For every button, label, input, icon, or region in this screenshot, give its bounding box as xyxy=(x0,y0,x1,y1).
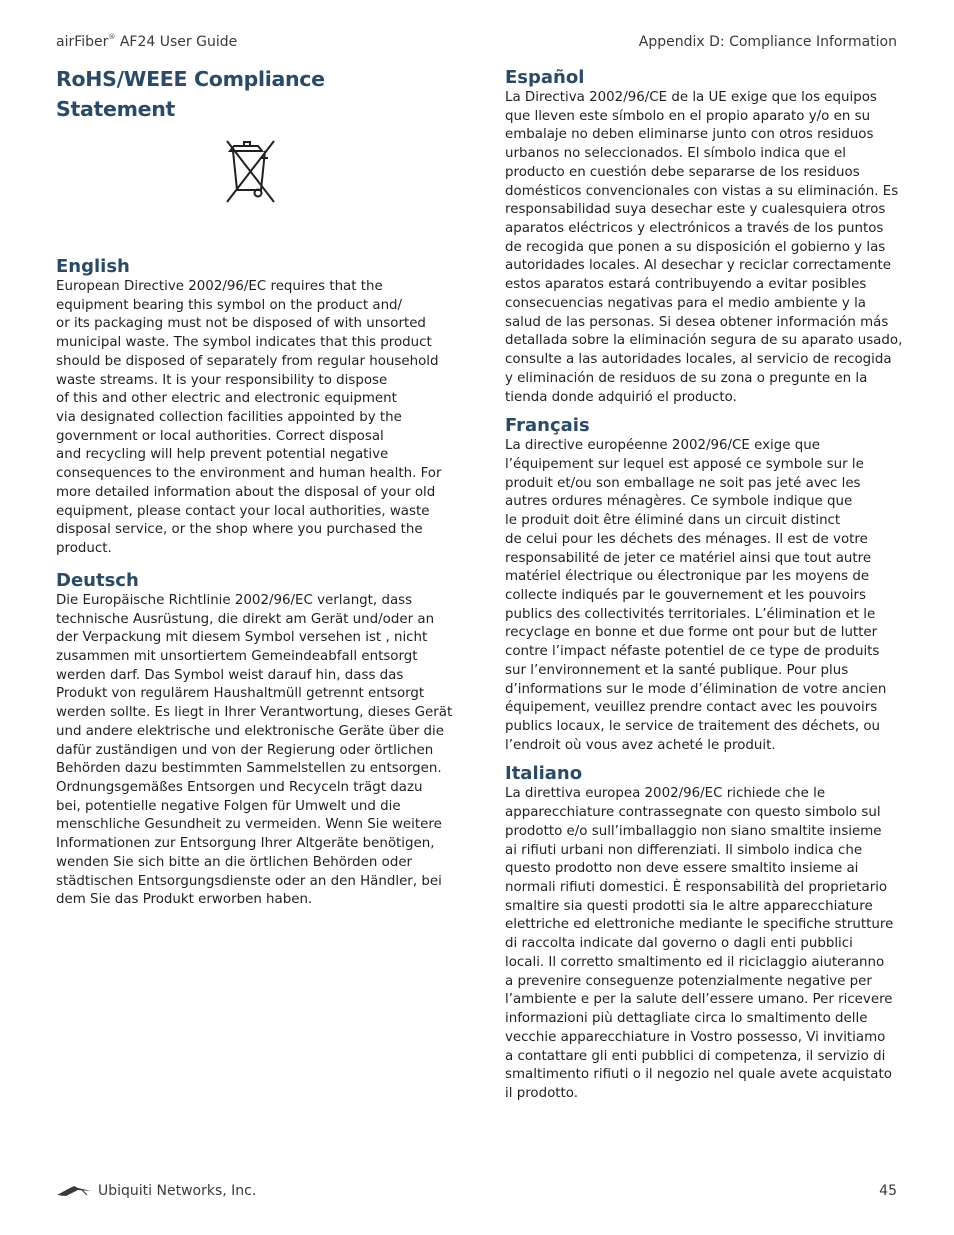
weee-symbol xyxy=(56,124,448,240)
text-line: salud de las personas. Si desea obtener información más xyxy=(505,314,889,330)
text-line: autoridades locales. Al desechar y reciclar correctamente xyxy=(505,258,891,274)
text-line: le produit doit être éliminé dans un circuit distinct xyxy=(505,513,841,529)
guide-name: AF24 User Guide xyxy=(115,34,238,50)
header-guide-title xyxy=(56,34,237,50)
text-line: European Directive 2002/96/EC requires that the xyxy=(56,279,383,294)
text-line: consequences to the environment and human health. For xyxy=(56,466,442,482)
text-line: Behörden dazu bestimmten Sammelstellen zu entsorgen. xyxy=(56,761,442,777)
right-column xyxy=(505,64,903,1104)
text-line: de recogida que ponen a su disposición el gobierno y las xyxy=(505,239,886,255)
text-line: La direttiva europea 2002/96/EC richiede che le xyxy=(505,786,826,802)
english-heading: English xyxy=(56,256,130,277)
text-line: Informationen zur Entsorgung Ihrer Altgeräte benötigen, xyxy=(56,836,435,852)
text-line: elettriche ed elettroniche mediante le specifiche strutture xyxy=(505,917,894,933)
page-number: 45 xyxy=(879,1183,897,1199)
ubiquiti-logo-icon xyxy=(56,1185,92,1197)
text-line: normali rifiuti domestici. È responsabilità del proprietario xyxy=(505,880,888,896)
text-line: l’endroit où vous avez acheté le produit. xyxy=(505,737,776,753)
text-line: l’équipement sur lequel est apposé ce symbole sur le xyxy=(505,456,864,472)
company-name: Ubiquiti Networks, Inc. xyxy=(98,1183,257,1199)
text-line: produit et/ou son emballage ne soit pas jeté avec les xyxy=(505,475,861,491)
text-line: urbanos no seleccionados. El símbolo indica que el xyxy=(505,146,846,162)
text-line: werden darf. Das Symbol weist darauf hin, dass das xyxy=(56,667,404,683)
text-line: more detailed information about the disposal of your old xyxy=(56,484,436,500)
deutsch-paragraph xyxy=(56,592,453,910)
text-line: La Directiva 2002/96/CE de la UE exige que los equipos xyxy=(505,90,877,105)
text-line: consulte a las autoridades locales, al servicio de recogida xyxy=(505,352,892,368)
text-line: Die Europäische Richtlinie 2002/96/EC verlangt, dass xyxy=(56,592,413,608)
text-line: of this and other electric and electronic equipment xyxy=(56,391,397,407)
text-line: matériel électrique ou électronique par les moyens de xyxy=(505,569,870,585)
text-line: der Verpackung mit diesem Symbol versehen ist , nicht xyxy=(56,630,428,646)
crossed-out-wheelie-bin-icon xyxy=(224,138,280,206)
text-line: municipal waste. The symbol indicates that this product xyxy=(56,335,432,351)
text-line: werden sollte. Es liegt in Ihrer Verantwortung, dieses Gerät xyxy=(56,705,453,721)
espanol-heading: Español xyxy=(505,67,585,88)
text-line: disposal service, or the shop where you purchased the xyxy=(56,522,423,538)
text-line: government or local authorities. Correct disposal xyxy=(56,428,384,444)
text-line: d’informations sur le mode d’élimination de votre ancien xyxy=(505,681,887,697)
text-line: Produkt von regulärem Haushaltmüll getrennt entsorgt xyxy=(56,686,425,702)
text-line: autres ordures ménagères. Ce symbole indique que xyxy=(505,494,853,510)
text-line: aparatos eléctricos y electrónicos a través de los puntos xyxy=(505,221,884,237)
english-paragraph xyxy=(56,278,448,559)
text-line: domésticos convencionales con vistas a su eliminación. Es xyxy=(505,183,899,199)
italiano-paragraph xyxy=(505,785,900,1103)
product-name: airFiber xyxy=(56,34,109,50)
text-line: consecuencias negativas para el medio ambiente y la xyxy=(505,295,867,311)
text-line: tienda donde adquirió el producto. xyxy=(505,389,737,405)
text-line: La directive européenne 2002/96/CE exige que xyxy=(505,438,820,454)
text-line: publics locaux, le service de traitement des déchets, ou xyxy=(505,719,881,734)
text-line: contre l’impact néfaste potentiel de ce type de produits xyxy=(505,644,880,660)
header-section-title: Appendix D: Compliance Information xyxy=(638,34,897,50)
text-line: waste streams. It is your responsibility to dispose xyxy=(56,372,388,388)
text-line: publics des collectivités territoriales. L’élimination et le xyxy=(505,606,876,622)
italiano-heading: Italiano xyxy=(505,763,583,785)
text-line: ai rifiuti urbani non differenziati. Il simbolo indica che xyxy=(505,842,863,858)
text-line: städtischen Entsorgungsdienste oder an den Händler, bei xyxy=(56,873,442,889)
text-line: wenden Sie sich bitte an die örtlichen Behörden oder xyxy=(56,854,413,870)
text-line: Ordnungsgemäßes Entsorgen und Recyceln trägt dazu xyxy=(56,779,423,795)
text-line: or its packaging must not be disposed of with unsorted xyxy=(56,316,426,332)
text-line: product. xyxy=(56,541,112,557)
francais-paragraph xyxy=(505,437,900,755)
text-line: di raccolta indicate dal governo o dagli enti pubblici xyxy=(505,936,853,952)
text-line: que lleven este símbolo en el propio aparato y/o en su xyxy=(505,108,871,124)
text-line: should be disposed of separately from regular household xyxy=(56,353,439,369)
text-line: il prodotto. xyxy=(505,1085,579,1101)
text-line: sur l’environnement et la santé publique. Pour plus xyxy=(505,662,849,678)
left-column xyxy=(56,64,453,910)
text-line: smaltimento rifiuti o il negozio nel quale avete acquistato xyxy=(505,1067,892,1083)
text-line: responsabilité de jeter ce matériel ainsi que tout autre xyxy=(505,550,872,566)
text-line: producto en cuestión debe separarse de los residuos xyxy=(505,164,860,180)
text-line: and recycling will help prevent potential negative xyxy=(56,447,389,463)
deutsch-heading: Deutsch xyxy=(56,569,139,591)
text-line: prodotto e/o sull’imballaggio non siano smaltite insieme xyxy=(505,823,882,839)
text-line: locali. Il corretto smaltimento ed il riciclaggio aiuteranno xyxy=(505,954,885,970)
francais-heading: Français xyxy=(505,415,590,437)
text-line: vecchie apparecchiature in Vostro possesso, Vi invitiamo xyxy=(505,1029,886,1045)
text-line: equipment bearing this symbol on the product and/ xyxy=(56,297,403,313)
text-line: estos aparatos estará contribuyendo a evitar posibles xyxy=(505,277,867,293)
text-line: de celui pour les déchets des ménages. Il est de votre xyxy=(505,531,868,547)
text-line: recyclage en bonne et due forme ont pour but de lutter xyxy=(505,625,878,641)
text-line: y eliminación de residuos de su zona o pregunte en la xyxy=(505,370,868,386)
text-line: responsabilidad suya desechar este y cualesquiera otros xyxy=(505,202,886,218)
text-line: technische Ausrüstung, die direkt am Gerät und/oder an xyxy=(56,611,435,627)
footer-company xyxy=(56,1183,256,1199)
text-line: dafür zuständigen und von der Regierung oder örtlichen xyxy=(56,742,434,758)
text-line: apparecchiature contrassegnate con questo simbolo sul xyxy=(505,805,881,821)
text-line: und andere elektrische und elektronische Geräte über die xyxy=(56,723,444,739)
text-line: dem Sie das Produkt erworben haben. xyxy=(56,892,313,908)
text-line: informazioni più dettagliate circa lo smaltimento delle xyxy=(505,1011,868,1027)
text-line: questo prodotto non deve essere smaltito insieme ai xyxy=(505,861,859,877)
text-line: equipment, please contact your local authorities, waste xyxy=(56,503,430,519)
page-title: RoHS/WEEE Compliance Statement xyxy=(56,67,325,121)
espanol-paragraph xyxy=(505,89,903,407)
registered-mark: ® xyxy=(108,33,116,42)
text-line: smaltire sia questi prodotti sia le altre apparecchiature xyxy=(505,898,873,914)
text-line: menschliche Gesundheit zu vermeiden. Wenn Sie weitere xyxy=(56,817,442,833)
text-line: a prevenire conseguenze potenzialmente negative per xyxy=(505,973,872,989)
text-line: detallada sobre la eliminación segura de su aparato usado, xyxy=(505,333,903,349)
text-line: équipement, veuillez prendre contact avec les pouvoirs xyxy=(505,700,878,716)
text-line: bei, potentielle negative Folgen für Umwelt und die xyxy=(56,798,401,814)
text-line: via designated collection facilities appointed by the xyxy=(56,410,402,426)
text-line: a contattare gli enti pubblici di competenza, il servizio di xyxy=(505,1048,886,1064)
text-line: embalaje no deben eliminarse junto con otros residuos xyxy=(505,127,874,143)
text-line: zusammen mit unsortiertem Gemeindeabfall entsorgt xyxy=(56,648,418,664)
text-line: l’ambiente e per la salute dell’essere umano. Per ricevere xyxy=(505,992,893,1008)
text-line: collecte indiqués par le gouvernement et les pouvoirs xyxy=(505,587,866,603)
